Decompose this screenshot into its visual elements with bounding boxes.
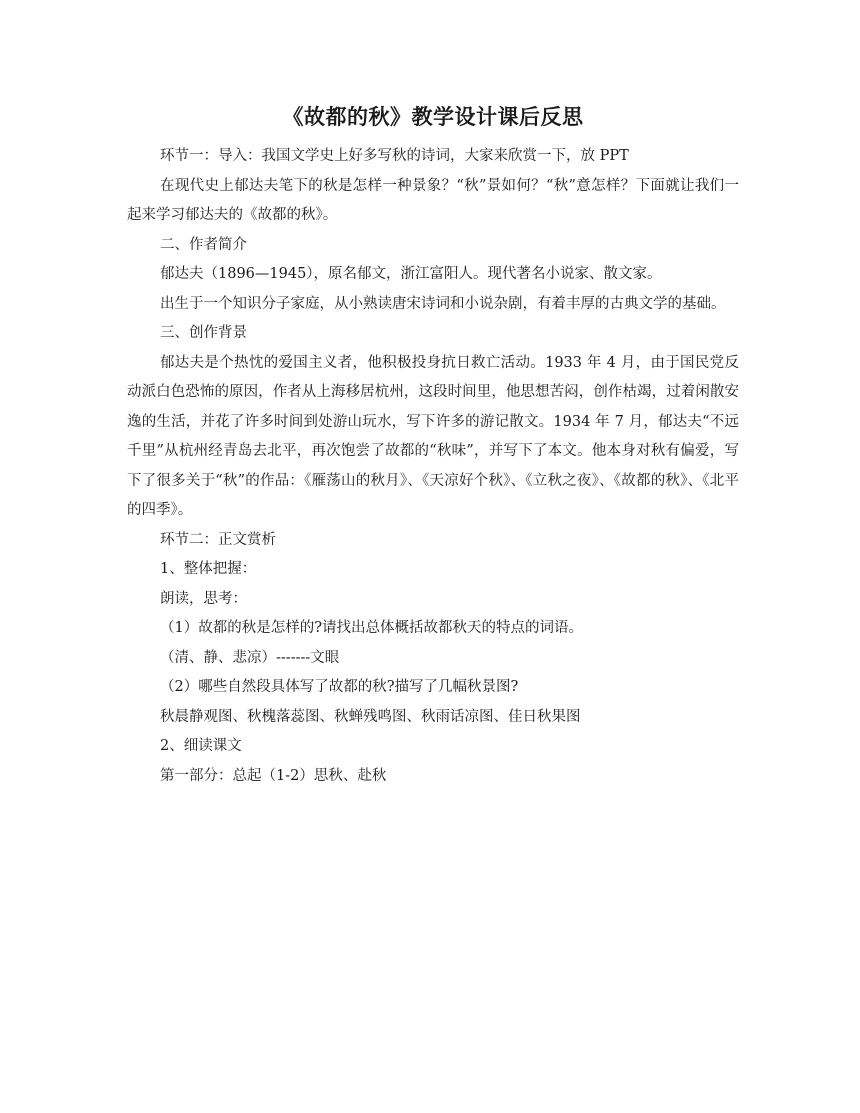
paragraph-author-background: 出生于一个知识分子家庭，从小熟读唐宋诗词和小说杂剧，有着丰厚的古典文学的基础。 (160, 295, 726, 312)
answer-1: （清、静、悲凉）-------文眼 (160, 649, 340, 666)
question-2: （2）哪些自然段具体写了故都的秋?描写了几幅秋景图? (160, 679, 519, 695)
question-1: （1）故都的秋是怎样的?请找出总体概括故都秋天的特点的词语。 (160, 620, 583, 636)
paragraph-intro: 环节一：导入：我国文学史上好多写秋的诗词，大家来欣赏一下，放 PPT (160, 148, 629, 164)
paragraph-reading-prompt: 朗读，思考： (160, 590, 247, 607)
document-title: 《故都的秋》教学设计课后反思 (282, 104, 584, 129)
section-heading-context: 三、创作背景 (160, 325, 247, 341)
subheading-overall: 1、整体把握： (160, 561, 257, 577)
section-heading-author: 二、作者简介 (160, 236, 247, 253)
paragraph-part-one: 第一部分：总起（1-2）思秋、赴秋 (160, 767, 387, 784)
subheading-close-reading: 2、细读课文 (160, 738, 242, 754)
answer-2: 秋晨静观图、秋槐落蕊图、秋蝉残鸣图、秋雨话凉图、佳日秋果图 (160, 708, 581, 725)
document-page (127, 100, 739, 791)
paragraph-author-bio: 郁达夫（1896—1945），原名郁文，浙江富阳人。现代著名小说家、散文家。 (160, 266, 662, 282)
paragraph-intro-question: 在现代史上郁达夫笔下的秋是怎样一种景象？“秋”景如何？“秋”意怎样？下面就让我们一起来学习郁达夫的《故都的秋》。 (127, 177, 739, 223)
section-heading-text-analysis: 环节二：正文赏析 (160, 531, 276, 548)
paragraph-context: 郁达夫是个热忱的爱国主义者，他积极投身抗日救亡活动。1933 年 4 月，由于国民党反动派白色恐怖的原因，作者从上海移居杭州，这段时间里，他思想苦闷，创作枯竭，过着闲散安逸的生活，并花了许多时间到处游山玩水，写下许多的游记散文。1934 年 7 月，郁达夫“不远千里”从杭州经青岛去北平，再次饱尝了故都的“秋味”，并写下了本文。他本身对秋有偏爱，写下了很多关于“秋”的作品：《雁荡山的秋月》、《天凉好个秋》、《立秋之夜》、《故都的秋》、《北平的四季》。 (127, 354, 739, 518)
